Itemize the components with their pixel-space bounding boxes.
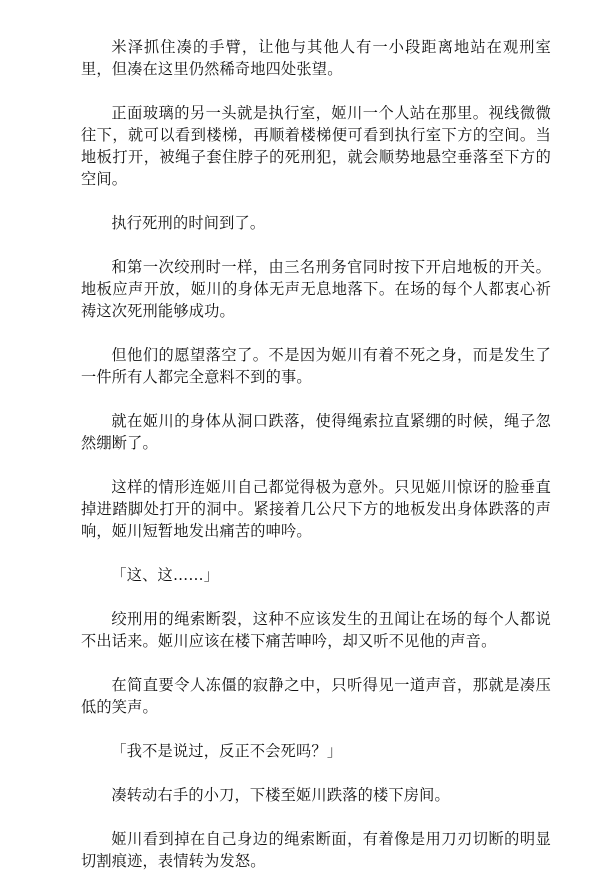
dialogue-2: 「我不是说过，反正不会死吗？」	[111, 742, 343, 760]
paragraph-12: 凑转动右手的小刀，下楼至姬川跌落的楼下房间。	[111, 786, 450, 804]
paragraph-10: 在简直要令人冻僵的寂静之中，只听得见一道声音，那就是凑压低的笑声。	[81, 676, 551, 716]
paragraph-2: 正面玻璃的另一头就是执行室，姬川一个人站在那里。视线微微往下，就可以看到楼梯，再顺着楼梯便可看到执行室下方的空间。当地板打开，被绳子套住脖子的死刑犯，就会顺势地悬空垂落至下方的空间。	[81, 104, 551, 188]
paragraph-7: 这样的情形连姬川自己都觉得极为意外。只见姬川惊讶的脸垂直掉进踏脚处打开的洞中。紧接着几公尺下方的地板发出身体跌落的声响，姬川短暂地发出痛苦的呻吟。	[81, 478, 551, 540]
paragraph-6: 就在姬川的身体从洞口跌落，使得绳索拉直紧绷的时候，绳子忽然绷断了。	[81, 412, 551, 452]
body-text	[81, 36, 551, 872]
paragraph-5: 但他们的愿望落空了。不是因为姬川有着不死之身，而是发生了一件所有人都完全意料不到的事。	[81, 346, 551, 386]
paragraph-9: 绞刑用的绳索断裂，这种不应该发生的丑闻让在场的每个人都说不出话来。姬川应该在楼下痛苦呻吟，却又听不见他的声音。	[81, 610, 551, 650]
paragraph-3: 执行死刑的时间到了。	[111, 214, 266, 232]
paragraph-13: 姬川看到掉在自己身边的绳索断面，有着像是用刀刃切断的明显切割痕迹，表情转为发怒。	[81, 830, 551, 870]
paragraph-1: 米泽抓住凑的手臂，让他与其他人有一小段距离地站在观刑室里，但凑在这里仍然稀奇地四处张望。	[81, 38, 551, 78]
dialogue-1: 「这、这……」	[111, 566, 220, 584]
paragraph-4: 和第一次绞刑时一样，由三名刑务官同时按下开启地板的开关。地板应声开放，姬川的身体无声无息地落下。在场的每个人都衷心祈祷这次死刑能够成功。	[81, 258, 551, 320]
